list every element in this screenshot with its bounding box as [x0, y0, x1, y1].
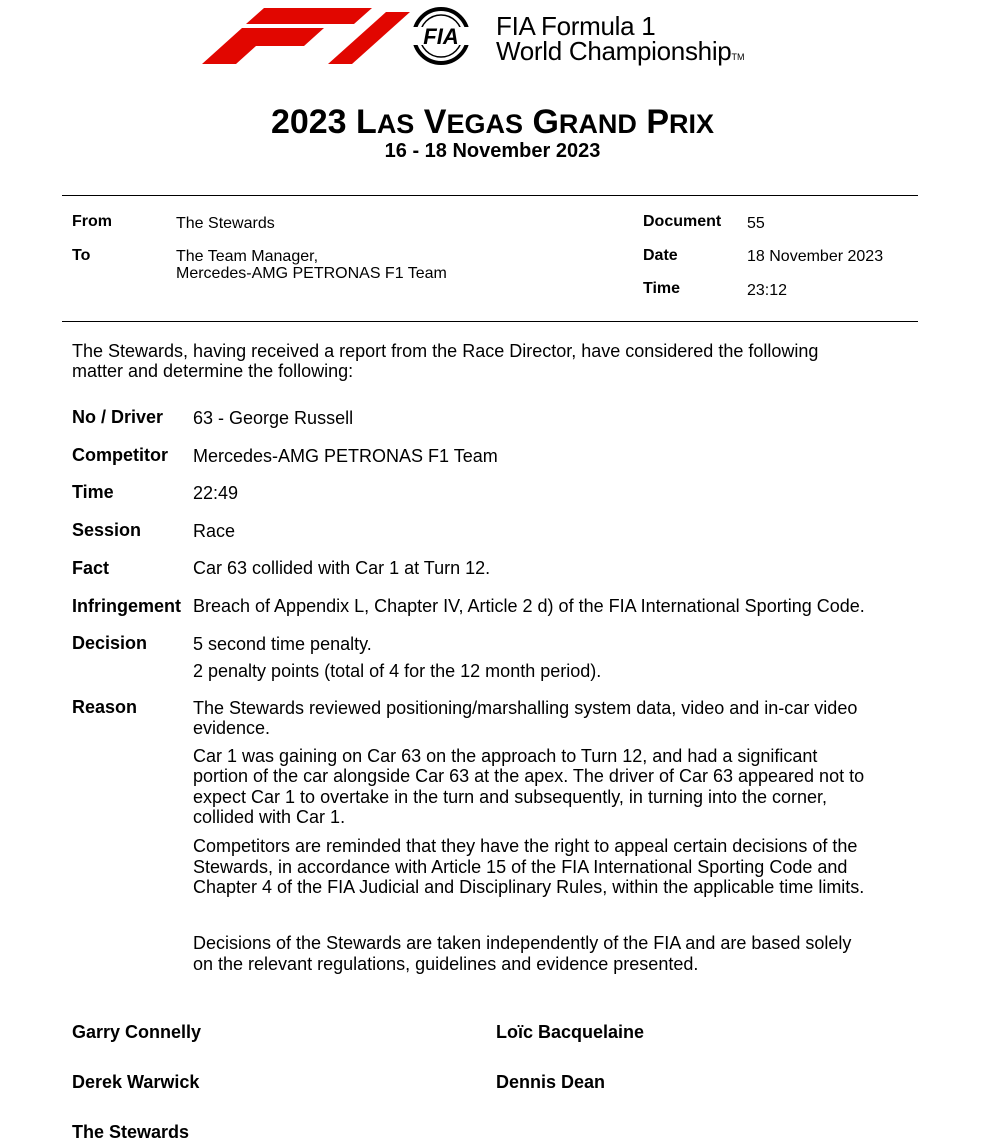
decision-line-2: 2 penalty points (total of 4 for the 12 month period).: [193, 661, 602, 681]
reason-p2-line: Car 1 was gaining on Car 63 on the approach to Turn 12, and had a significant: [193, 746, 818, 766]
time-value: 23:12: [747, 282, 788, 299]
title-word-text: PRIX: [646, 103, 715, 141]
incident-time-value: 22:49: [193, 483, 239, 503]
reason-p1-line: evidence.: [193, 718, 271, 738]
date-value: 18 November 2023: [747, 248, 884, 265]
steward-signature: Dennis Dean: [496, 1072, 606, 1092]
reason-p2-line: expect Car 1 to overtake in the turn and subsequently, in turning into the corner,: [193, 787, 828, 807]
title-year: 2023: [270, 103, 347, 141]
reason-p3-line: Chapter 4 of the FIA Judicial and Disciplinary Rules, within the applicable time limits.: [193, 877, 865, 897]
time-label: Time: [643, 280, 681, 297]
title-word-text: LAS: [356, 103, 415, 141]
event-dates: 16 - 18 November 2023: [384, 140, 601, 162]
title-word-text: VEGAS: [423, 103, 523, 141]
title-word: [646, 103, 714, 141]
reason-p3-line: Stewards, in accordance with Article 15 of the FIA International Sporting Code and: [193, 857, 848, 877]
driver-label: No / Driver: [72, 407, 164, 427]
fact-value: Car 63 collided with Car 1 at Turn 12.: [193, 558, 491, 578]
title-word: [532, 103, 636, 141]
to-value-line-1: The Team Manager,: [176, 248, 319, 265]
session-value: Race: [193, 521, 236, 541]
title-word: [424, 103, 523, 141]
to-label: To: [72, 247, 91, 264]
competitor-label: Competitor: [72, 445, 168, 465]
brand-line-2-text: World Championship: [496, 36, 732, 66]
steward-signature: Garry Connelly: [72, 1022, 202, 1042]
steward-signature: Loïc Bacquelaine: [496, 1022, 645, 1042]
reason-p4-line: on the relevant regulations, guidelines and evidence presented.: [193, 954, 699, 974]
decision-line-1: 5 second time penalty.: [193, 634, 372, 654]
brand-line-2: [496, 38, 744, 70]
f1-logo: [200, 8, 410, 64]
title-word: [356, 103, 414, 141]
fact-label: Fact: [72, 558, 110, 578]
infringement-value: Breach of Appendix L, Chapter IV, Article 2 d) of the FIA International Sporting Code.: [193, 596, 865, 616]
steward-signature: Derek Warwick: [72, 1072, 200, 1092]
intro-line-1: The Stewards, having received a report from the Race Director, have considered the following: [72, 341, 819, 361]
event-title: [0, 102, 985, 144]
reason-p1-line: The Stewards reviewed positioning/marshalling system data, video and in-car video: [193, 698, 858, 718]
infringement-label: Infringement: [72, 596, 182, 616]
session-label: Session: [72, 520, 142, 540]
intro-line-2: matter and determine the following:: [72, 361, 354, 381]
reason-label: Reason: [72, 697, 138, 717]
driver-value: 63 - George Russell: [193, 408, 354, 428]
date-label: Date: [643, 247, 678, 264]
brand-line-1: FIA Formula 1: [496, 11, 656, 41]
reason-p3-line: Competitors are reminded that they have the right to appeal certain decisions of the: [193, 836, 858, 856]
decision-label: Decision: [72, 633, 148, 653]
incident-time-label: Time: [72, 482, 114, 502]
document-number: 55: [747, 215, 765, 232]
title-word-text: GRAND: [532, 103, 637, 141]
reason-p2-line: portion of the car alongside Car 63 at the apex. The driver of Car 63 appeared not to: [193, 766, 865, 786]
to-value-line-2: Mercedes-AMG PETRONAS F1 Team: [176, 265, 447, 282]
trademark-mark: TM: [731, 52, 745, 62]
from-value: The Stewards: [176, 215, 275, 232]
document-label: Document: [643, 213, 722, 230]
competitor-value: Mercedes-AMG PETRONAS F1 Team: [193, 446, 498, 466]
reason-p4-line: Decisions of the Stewards are taken independently of the FIA and are based solely: [193, 933, 852, 953]
stewards-footer: The Stewards: [72, 1122, 190, 1142]
fia-logo-text: FIA: [423, 24, 459, 49]
fia-logo: [402, 5, 480, 65]
reason-p2-line: collided with Car 1.: [193, 807, 346, 827]
bottom-divider: [62, 321, 918, 322]
from-label: From: [72, 213, 112, 230]
top-divider: [62, 195, 918, 196]
